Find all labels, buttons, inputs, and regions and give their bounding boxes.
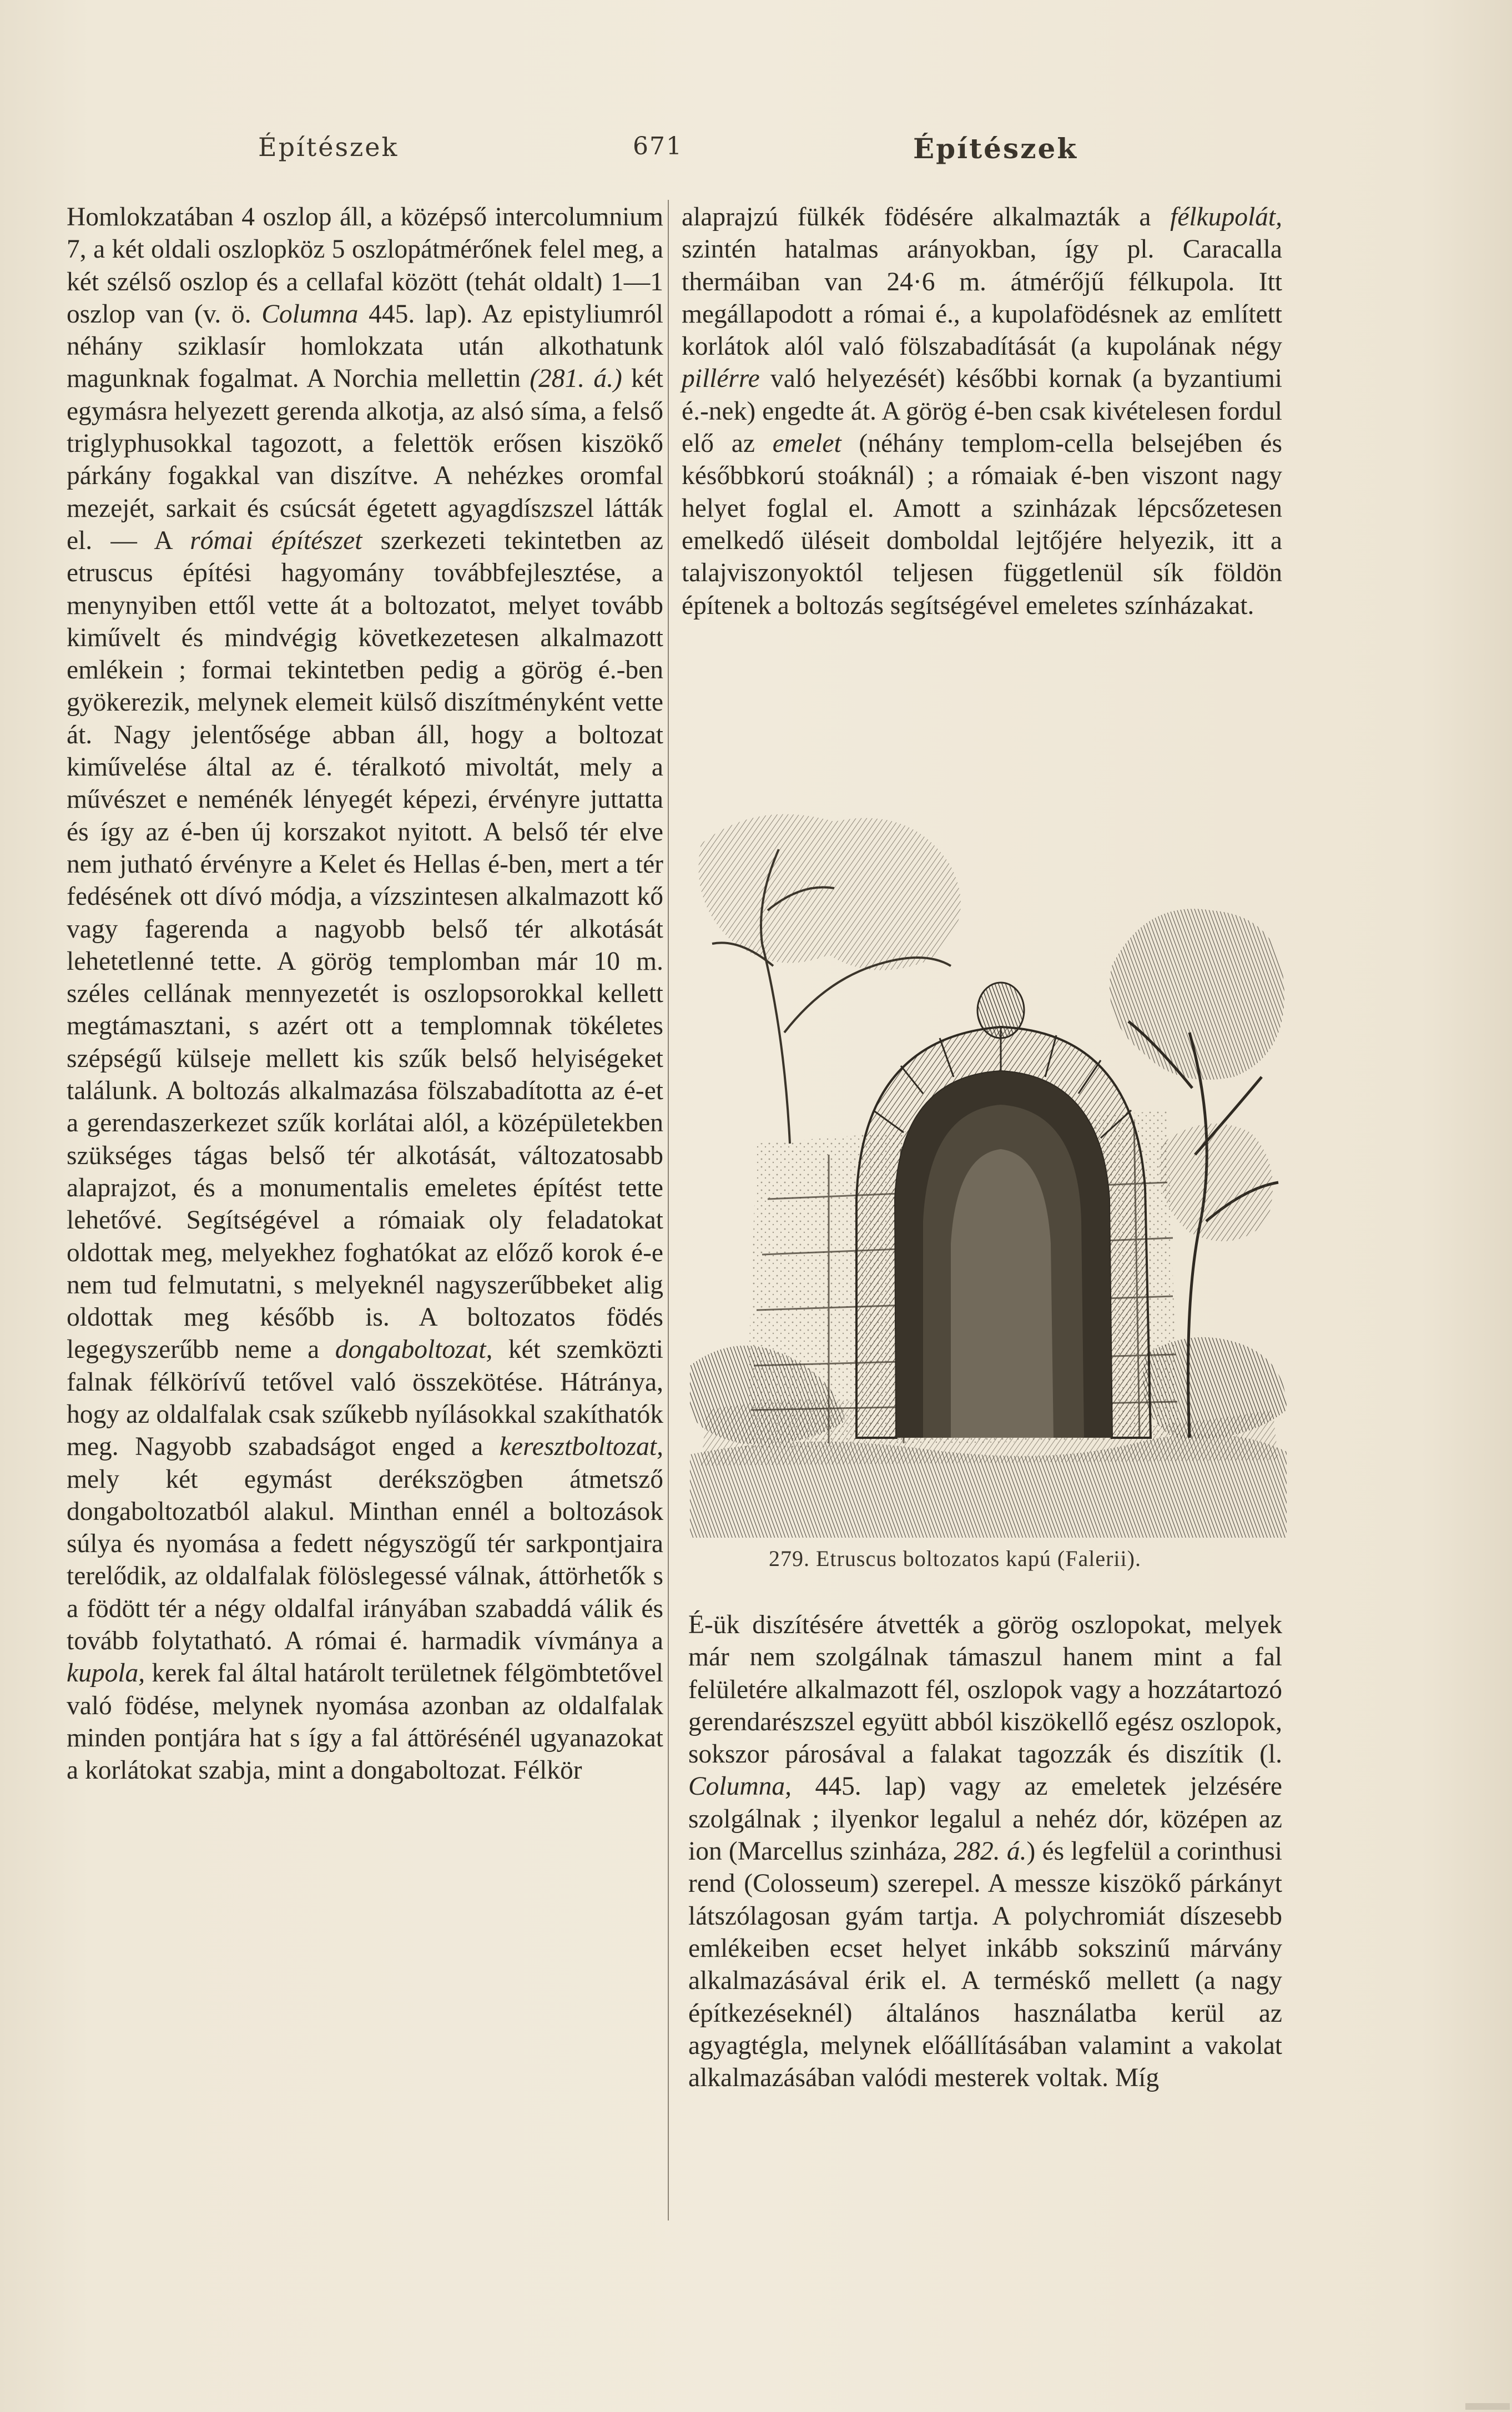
right-column-bottom-text <box>688 1609 1282 2094</box>
italic-term: római építészet <box>190 526 362 555</box>
text-run: É-ük diszítésére átvették a görög oszlopokat, melyek már nem szolgálnak támaszul hanem mint a fal felületére alkalmazott fél, oszlopok vagy a hozzátartozó gerendarészszel együtt abból kiszökellő egész oszlopok, sokszor párosával a falakat tagozzák és diszítik (l. <box>688 1610 1282 1769</box>
paragraph <box>688 1609 1282 2094</box>
text-run: (néhány templom-cella belsejében és későbbkorú stoáknál) ; a rómaiak é-ben viszont nagy helyet foglal el. Amott a szinházak lépcsőzetesen emelkedő üléseit domboldal lejtőjére helyezik, itt a talajviszonyoktól teljesen függetlenül sík földön építenek a boltozás segítségével emeletes színházakat. <box>682 429 1282 620</box>
italic-term: keresztboltozat, <box>499 1432 663 1462</box>
text-run: két egymásra helyezett gerenda alkotja, az alsó síma, a felső triglyphusokkal tagozott, a felettök erősen kiszökő párkány fogakkal van diszítve. A nehézkes oromfal mezejét, sarkait és csúcsát égetett agyagdíszszel látták el. — A <box>67 364 664 555</box>
italic-term: pillérre <box>682 364 760 394</box>
text-run: mely két egymást derékszögben átmetsző dongaboltozatból alakul. Minthan ennél a boltozások súlya és nyomása a fedett négyszögű tér sarkpontjaira terelődik, az oldalfalak fölöslegessé válnak, áttörhetők s a födött tér a négy oldalfal irányában szabaddá válik és tovább folytatható. A római é. harmadik vívmánya a <box>67 1464 663 1656</box>
italic-term: Columna <box>261 299 359 329</box>
page-number: 671 <box>633 132 683 160</box>
column-divider <box>668 200 669 2220</box>
scan-edge-mark <box>1465 2403 1510 2410</box>
italic-term: emelet <box>772 429 841 459</box>
right-column-top-text <box>682 201 1282 622</box>
text-run: szerkezeti tekintetben az etruscus építési hagyomány továbbfejlesztése, a menynyiben ettől vette át a boltozatot, melyet tovább kiművelt és mindvégig következetesen alkalmazott emlékein ; formai tekintetben pedig a görög é.-ben gyökerezik, melynek elemeit külső diszítményként vette át. Nagy jelentősége abban áll, hogy a boltozat kiművelése által az é. téralkotó mivoltát, mely a művészet e neménék lényegét képezi, érvényre juttatta és így az é-ben új korszakot nyitott. A belső tér elve nem jutható érvényre a Kelet és Hellas é-ben, mert a tér fedésének ott dívó módja, a vízszintesen alkalmazott kő vagy fagerenda a nagyobb belső tér alkotását lehetetlenné tette. A görög templomban már 10 m. széles cellának mennyezetét is oszlopsorokkal kellett megtámasztani, s azért ott a templomnak tökéletes szépségű külseje mellett kis szűk belső helyiségeket találunk. A boltozás alkalmazása fölszabadította az é-et a gerendaszerkezet szűk korlátai alól, a középületekben szükséges tágas belső tér alkotását, változatosabb alaprajzot, és a monumentalis emeletes építést tette lehetővé. Segítségével a rómaiak oly feladatokat oldottak meg, melyekhez foghatókat az előző korok é-e nem tud felmutatni, s melyeknél nagyszerűbbeket alig oldottak meg később is. A boltozatos födés legegyszerűbb neme a <box>67 526 663 1364</box>
text-run: való helyezését) későbbi kornak (a byzantiumi é.-nek) engedte át. A görög é-ben csak kivételesen fordul elő az <box>682 364 1282 459</box>
italic-term: (281. á.) <box>530 364 622 394</box>
running-head-left: Építészek <box>258 132 399 162</box>
text-run: szintén hatalmas arányokban, így pl. Caracalla thermáiban van 24·6 m. átmérőjű félkupola. Itt megállapodott a római é., a kupolafödésnek az említett korlátok alól való fölszabadítását (a kupolának négy <box>682 235 1282 361</box>
text-run: 445. lap). Az epistyliumról néhány sziklasír homlokzata után alkothatunk magunknak fogalmat. A Norchia mellettin <box>67 299 663 394</box>
italic-term: dongaboltozat, <box>335 1335 493 1364</box>
figure-caption: 279. Etruscus boltozatos kapú (Falerii). <box>769 1546 1141 1571</box>
running-head-right: Építészek <box>913 132 1078 165</box>
italic-term: félkupolát, <box>1170 203 1282 231</box>
etruscan-gate-illustration <box>690 799 1287 1538</box>
text-run: ) és legfelül a corinthusi rend (Colosseum) szerepel. A messze kiszökő párkányt látszólagosan gyám tartja. A polychromiát díszesebb emlékeiben ecset helyet inkább sokszinű márvány alkalmazásával érik el. A terméskő mellett (a nagy építkezéseknél) általános használatba kerül az agyagtégla, melynek előállításában valamint a vakolat alkalmazásában valódi mesterek voltak. Míg <box>688 1837 1282 2093</box>
italic-term: Columna, <box>688 1772 792 1801</box>
text-run: 445. lap) vagy az emeletek jelzésére szolgálnak ; ilyenkor legalul a nehéz dór, középen az ion (Marcellus szinháza, <box>688 1772 1282 1866</box>
text-run: Homlokzatában 4 oszlop áll, a középső intercolumnium 7, a két oldali oszlopköz 5 oszlopátmérőnek felel meg, a két szélső oszlop és a cellafal között (tehát oldalt) 1—1 oszlop van (v. ö. <box>67 203 663 329</box>
text-run: alaprajzú fülkék födésére alkalmazták a <box>682 203 1171 231</box>
paragraph <box>67 201 663 1787</box>
italic-term: kupola, <box>67 1659 145 1688</box>
left-column-text <box>67 201 663 1787</box>
italic-term: 282. á. <box>954 1837 1027 1866</box>
text-run: két szemközti falnak félkörívű tetővel való összekötése. Hátránya, hogy az oldalfalak csak szűkebb nyílásokkal szakíthatók meg. Nagyobb szabadságot enged a <box>67 1335 664 1462</box>
paragraph <box>682 201 1282 622</box>
text-run: kerek fal által határolt területnek félgömbtetővel való födése, melynek nyomása azonban az oldalfalak minden pontjára hat s így a fal áttörésénél ugyanazokat a korlátokat szabja, mint a dongaboltozat. Félkör <box>67 1659 663 1785</box>
